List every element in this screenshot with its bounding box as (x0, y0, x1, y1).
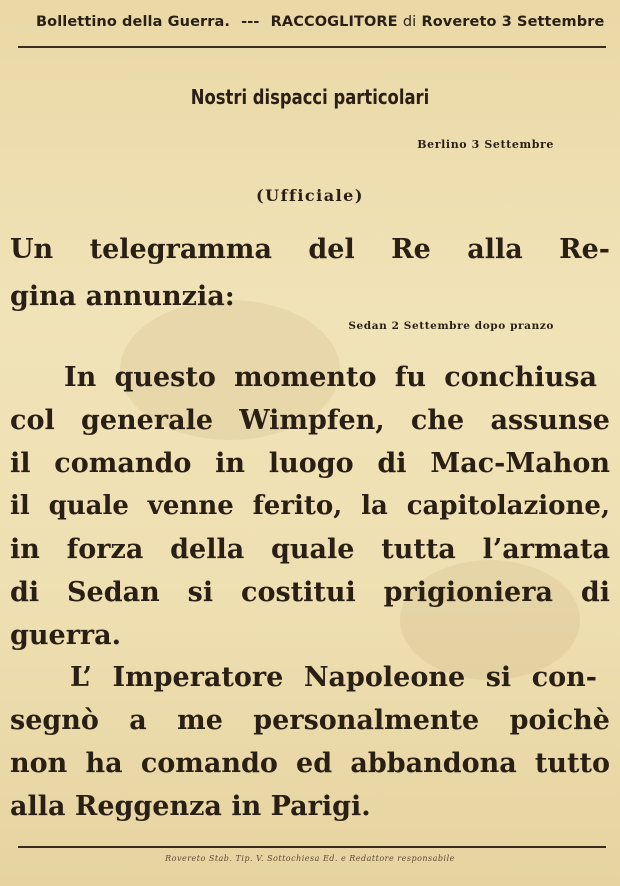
newspaper-name: RACCOGLITORE (270, 14, 398, 30)
paragraph2-line: non ha comando ed abbandona tutto (10, 748, 610, 779)
bottom-rule (18, 846, 606, 848)
paragraph1-line: In questo momento fu conchiusa (64, 362, 597, 393)
masthead-separator: --- (241, 14, 260, 30)
intro-line-1: Un telegramma del Re alla Re- (10, 234, 610, 265)
intro-line-2: gina annunzia: (10, 281, 235, 312)
paragraph1-line: il comando in luogo di Mac-Mahon (10, 448, 610, 479)
bulletin-name: Bollettino della Guerra. (36, 14, 230, 30)
paragraph1-line: il quale venne ferito, la capitolazione, (10, 491, 610, 521)
paragraph1-line: col generale Wimpfen, che assunse (10, 405, 610, 436)
page-title: Nostri dispacci particolari (190, 85, 430, 109)
paragraph1-line: in forza della quale tutta l’armata (10, 534, 610, 565)
printer-imprint: Rovereto Stab. Tip. V. Sottochiesa Ed. e Redattore responsabile (165, 854, 455, 863)
official-label: (Ufficiale) (256, 186, 364, 205)
berlin-dateline: Berlino 3 Settembre (417, 138, 554, 151)
paragraph1-line: di Sedan si costitui prigioniera di (10, 577, 610, 608)
top-rule (18, 46, 606, 48)
masthead-di: di (402, 14, 417, 30)
paragraph2-line: alla Reggenza in Parigi. (10, 791, 371, 822)
paragraph2-line: segnò a me personalmente poichè (10, 705, 610, 736)
paragraph1-line: guerra. (10, 620, 122, 651)
paragraph2-line: L’ Imperatore Napoleone si con- (70, 662, 597, 693)
masthead (36, 14, 605, 30)
masthead-place-date: Rovereto 3 Settembre (421, 14, 605, 30)
sedan-dateline: Sedan 2 Settembre dopo pranzo (348, 320, 554, 332)
